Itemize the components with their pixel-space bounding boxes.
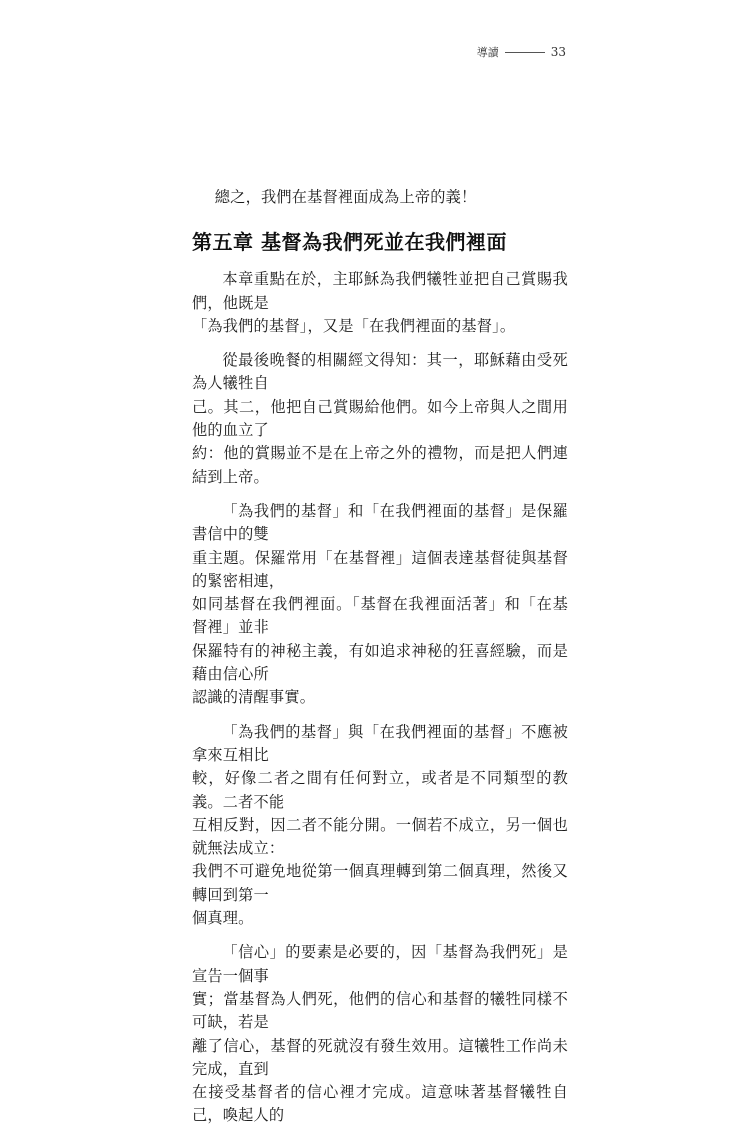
paragraph: 「為我們的基督」和「在我們裡面的基督」是保羅書信中的雙 重主題。保羅常用「在基督裡」這個表達基督徒與基督的緊密相連， 如同基督在我們裡面。「基督在我裡面活著」和「在基督裡」並非 保羅特有的神秘主義，有如追求神秘的狂喜經驗，而是藉由信心所 認識的清醒事實。 bbox=[192, 501, 568, 707]
body-text bbox=[192, 186, 568, 1128]
paragraph: 「信心」的要素是必要的，因「基督為我們死」是宣告一個事 實；當基督為人們死，他們的信心和基督的犧牲同樣不可缺，若是 離了信心，基督的死就沒有發生效用。這犧牲工作尚未完成，直到 在接受基督者的信心裡才完成。這意味著基督犧牲自己，喚起人的 bbox=[192, 943, 568, 1125]
running-header bbox=[477, 44, 566, 60]
chapter-title: 第五章 基督為我們死並在我們裡面 bbox=[192, 230, 507, 255]
paragraph: 「為我們的基督」與「在我們裡面的基督」不應被拿來互相比 較，好像二者之間有任何對立，或者是不同類型的教義。二者不能 互相反對，因二者不能分開。一個若不成立，另一個也就無法成立： 我們不可避免地從第一個真理轉到第二個真理，然後又轉回到第一 個真理。 bbox=[192, 722, 568, 928]
opening-line: 總之，我們在基督裡面成為上帝的義！ bbox=[214, 188, 477, 206]
header-section-title: 導讀 bbox=[476, 46, 499, 59]
paragraph: 本章重點在於，主耶穌為我們犧牲並把自己賞賜我們，他既是 「為我們的基督」，又是「在我們裡面的基督」。 bbox=[192, 270, 568, 335]
page-number: 33 bbox=[550, 45, 566, 59]
header-rule bbox=[505, 52, 545, 53]
paragraph: 從最後晚餐的相關經文得知：其一，耶穌藉由受死為人犧牲自 己。其二，他把自己賞賜給他們。如今上帝與人之間用他的血立了 約：他的賞賜並不是在上帝之外的禮物，而是把人們連結到上帝。 bbox=[192, 351, 568, 486]
